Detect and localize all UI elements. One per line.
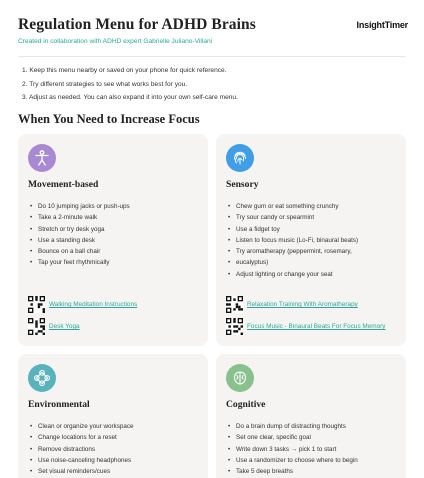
resource-link-desk-yoga[interactable]: Desk Yoga (49, 323, 80, 330)
list-item: • Change locations for a reset (30, 432, 202, 443)
list-item: • Adjust lighting or change your seat (228, 269, 400, 280)
section-title: When You Need to Increase Focus (18, 112, 200, 126)
list-item: • Chew gum or eat something crunchy (228, 201, 400, 212)
bullet-list (30, 421, 202, 477)
list-item: • Stretch or try desk yoga (30, 224, 202, 235)
list-item: • Do 10 jumping jacks or push-ups (30, 201, 202, 212)
list-item: • Use noise-canceling headphones (30, 455, 202, 466)
fingerprint-icon (226, 144, 254, 172)
header-divider (18, 56, 406, 57)
card-title: Sensory (226, 179, 259, 190)
brand-logo: InsightTimer (356, 20, 408, 30)
resource-row (226, 318, 386, 335)
intro-list (22, 64, 238, 105)
list-item: • Take a 2-minute walk (30, 212, 202, 223)
list-item: • Bounce on a ball chair (30, 246, 202, 257)
list-item: • Do a brain dump of distracting thoughts (228, 421, 400, 432)
person-icon (28, 144, 56, 172)
list-item: • Write down 3 tasks → pick 1 to start (228, 444, 400, 455)
list-item-continued: • eucalyptus) (228, 257, 400, 268)
intro-item: 1. Keep this menu nearby or saved on your phone for quick reference. (22, 67, 227, 74)
list-item: • Use a standing desk (30, 235, 202, 246)
page-header (18, 16, 408, 45)
card-title: Movement-based (28, 179, 99, 190)
card-environmental (18, 354, 208, 478)
list-item: • Try aromatherapy (peppermint, rosemary, (228, 246, 400, 257)
resource-row (28, 318, 80, 335)
list-item: • Use a randomizer to choose where to begin (228, 455, 400, 466)
bullet-list (228, 201, 400, 280)
bullet-list (228, 421, 400, 477)
list-item: • Clean or organize your workspace (30, 421, 202, 432)
intro-item: 2. Try different strategies to see what works best for you. (22, 80, 188, 88)
page-title: Regulation Menu for ADHD Brains (18, 16, 256, 33)
qr-code-icon (28, 318, 45, 335)
resource-link-focus-music[interactable]: Focus Music - Binaural Beats For Focus Memory (247, 323, 386, 330)
resource-row (226, 296, 358, 313)
qr-code-icon (28, 296, 45, 313)
list-item: • Use a fidget toy (228, 224, 400, 235)
brain-icon (226, 364, 254, 392)
list-item: • Remove distractions (30, 444, 202, 455)
card-movement (18, 134, 208, 346)
list-item: • Tap your feet rhythmically (30, 257, 202, 268)
card-title: Environmental (28, 399, 90, 410)
card-cognitive (216, 354, 406, 478)
list-item: • Set visual reminders/cues (30, 466, 202, 477)
intro-item: 3. Adjust as needed. You can also expand it into your own self-care menu. (22, 94, 238, 101)
card-sensory (216, 134, 406, 346)
list-item: • Listen to focus music (Lo-Fi, binaural beats) (228, 235, 400, 246)
qr-code-icon (226, 318, 243, 335)
list-item: • Set one clear, specific goal (228, 432, 400, 443)
page-subtitle: Created in collaboration with ADHD expert Gabrielle Juliano-Villani (18, 38, 213, 45)
resource-link-walking-meditation[interactable]: Walking Meditation Instructions (49, 301, 138, 308)
qr-code-icon (226, 296, 243, 313)
list-item: • Take 5 deep breaths (228, 466, 400, 477)
card-title: Cognitive (226, 399, 266, 410)
list-item: • Try sour candy or spearmint (228, 212, 400, 223)
bullet-list (30, 201, 202, 269)
resource-row (28, 296, 137, 313)
flower-icon (28, 364, 56, 392)
resource-link-aromatherapy[interactable]: Relaxation Training With Aromatherapy (247, 301, 358, 308)
